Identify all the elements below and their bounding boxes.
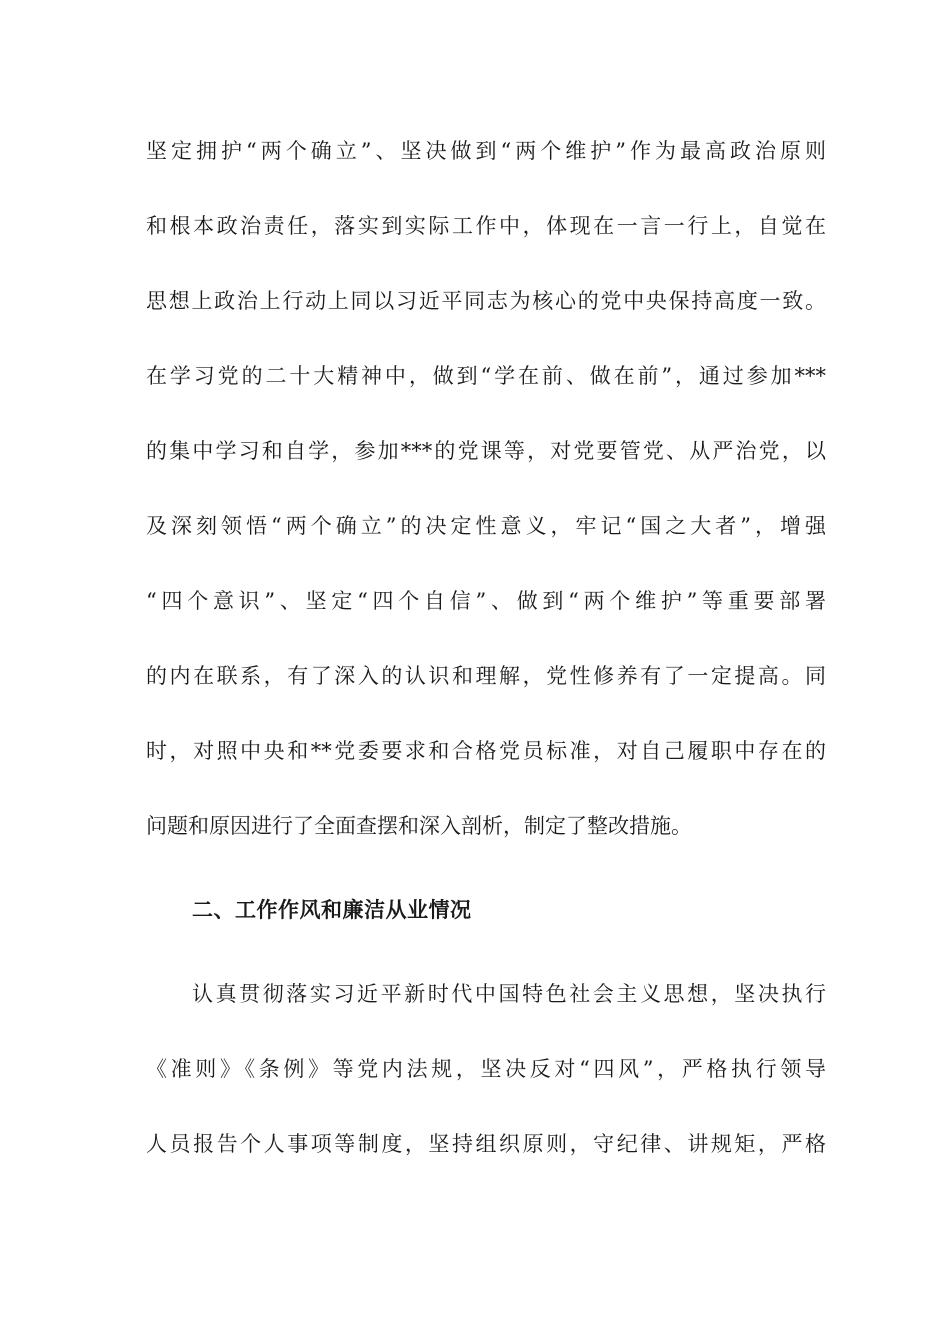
paragraph-line: “四个意识”、坚定“四个自信”、做到“两个维护”等重要部署 <box>146 589 826 613</box>
paragraph-line: 时，对照中央和**党委要求和合格党员标准，对自己履职中存在的 <box>146 739 826 763</box>
paragraph-line: 的内在联系，有了深入的认识和理解，党性修养有了一定提高。同 <box>146 664 826 688</box>
paragraph-line: 在学习党的二十大精神中，做到“学在前、做在前”，通过参加*** <box>146 364 826 388</box>
paragraph-line: 问题和原因进行了全面查摆和深入剖析，制定了整改措施。 <box>146 814 692 838</box>
paragraph-line: 坚定拥护“两个确立”、坚决做到“两个维护”作为最高政治原则 <box>146 139 826 163</box>
paragraph-line: 认真贯彻落实习近平新时代中国特色社会主义思想，坚决执行 <box>192 982 826 1006</box>
paragraph-line: 及深刻领悟“两个确立”的决定性意义，牢记“国之大者”，增强 <box>146 514 826 538</box>
paragraph-line: 人员报告个人事项等制度，坚持组织原则，守纪律、讲规矩，严格 <box>146 1132 826 1156</box>
paragraph-line: 的集中学习和自学，参加***的党课等，对党要管党、从严治党，以 <box>146 439 826 463</box>
paragraph-line: 和根本政治责任，落实到实际工作中，体现在一言一行上，自觉在 <box>146 214 826 238</box>
section-heading: 二、工作作风和廉洁从业情况 <box>192 897 472 922</box>
paragraph-line: 思想上政治上行动上同以习近平同志为核心的党中央保持高度一致。 <box>146 289 826 313</box>
paragraph-line: 《准则》《条例》等党内法规，坚决反对“四风”，严格执行领导 <box>146 1057 826 1081</box>
